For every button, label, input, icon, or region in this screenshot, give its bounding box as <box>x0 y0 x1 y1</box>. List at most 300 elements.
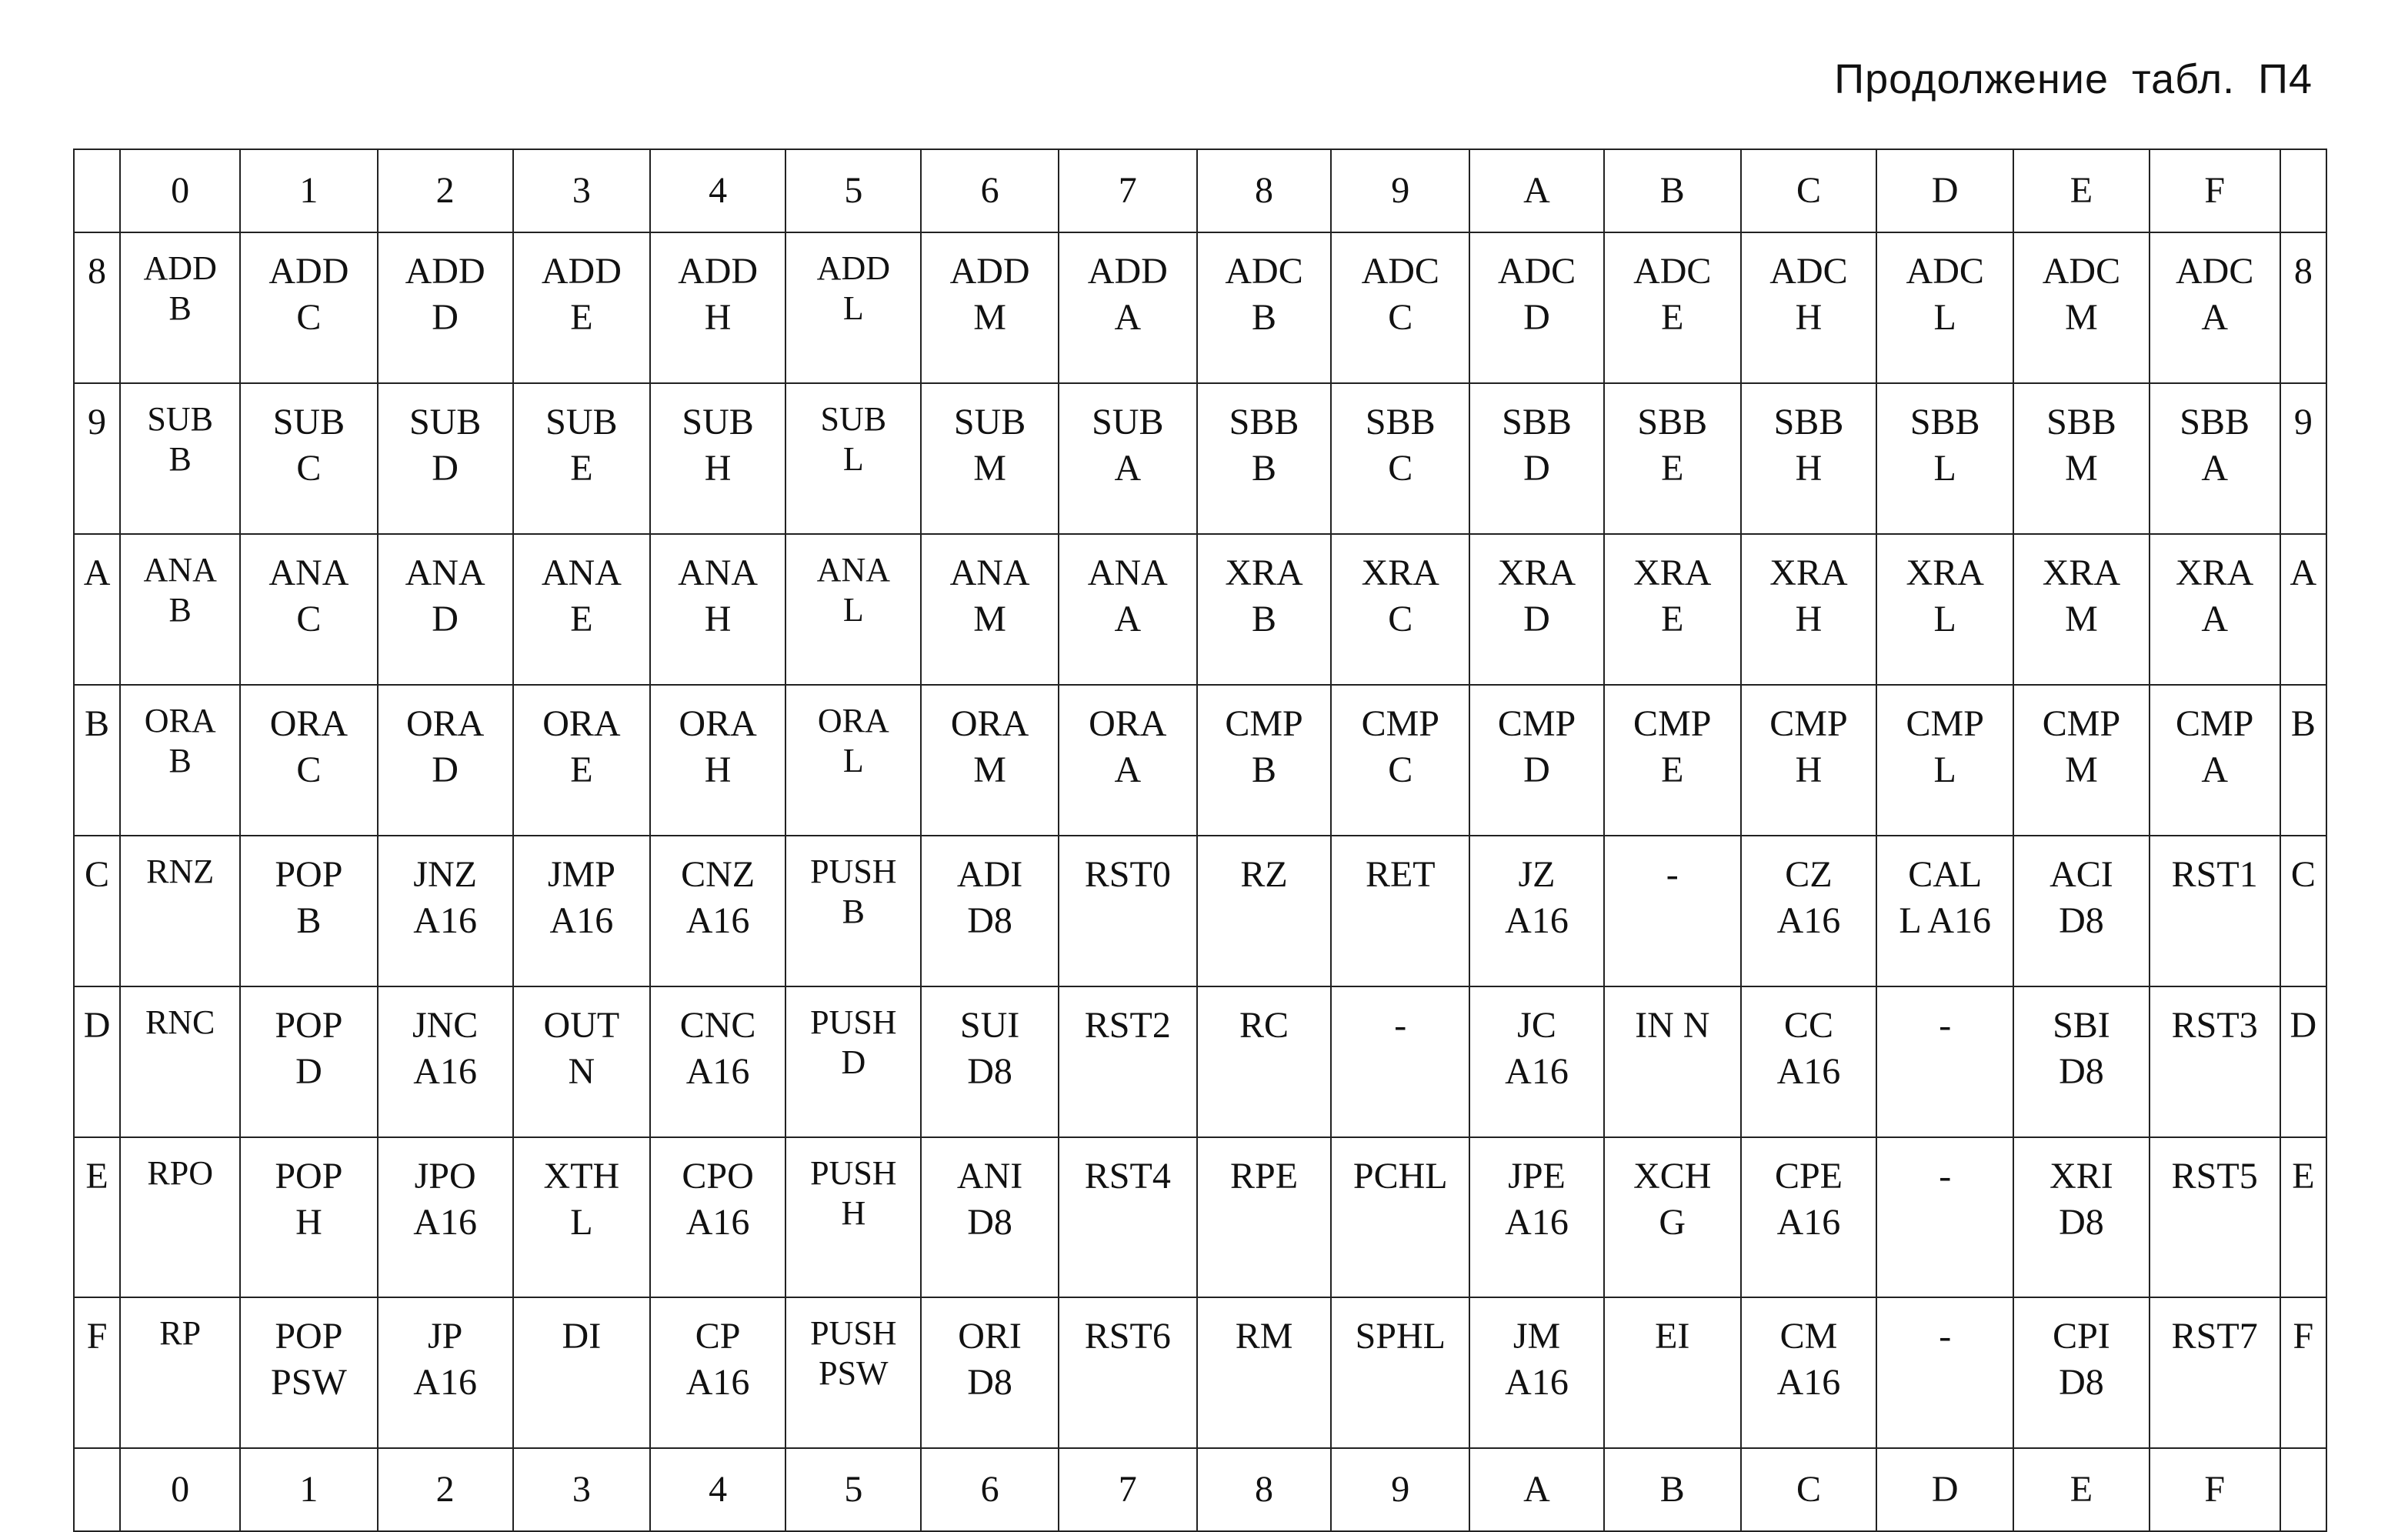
table-row <box>74 685 2326 836</box>
mnemonic: EI <box>1655 1316 1690 1357</box>
mnemonic: ANA C <box>268 552 349 639</box>
mnemonic: ANA H <box>678 552 759 639</box>
mnemonic: ADC H <box>1769 251 1848 338</box>
row-label: E <box>74 1137 120 1297</box>
opcode-cell <box>921 383 1058 534</box>
opcode-cell <box>650 836 785 986</box>
opcode-cell <box>1197 685 1331 836</box>
mnemonic: ADC C <box>1361 251 1439 338</box>
opcode-cell <box>2013 232 2149 383</box>
column-header: F <box>2150 149 2280 232</box>
mnemonic: - <box>1939 1005 1952 1046</box>
opcode-cell <box>2013 1297 2149 1448</box>
opcode-cell <box>785 1137 921 1297</box>
mnemonic: RST3 <box>2171 1005 2258 1046</box>
opcode-cell <box>2013 383 2149 534</box>
opcode-cell <box>240 534 377 685</box>
mnemonic: ADD A <box>1087 251 1168 338</box>
opcode-cell <box>240 836 377 986</box>
column-header: A <box>1469 1448 1603 1531</box>
column-header: 0 <box>120 149 240 232</box>
column-header: 3 <box>513 149 650 232</box>
column-header: 6 <box>921 149 1058 232</box>
opcode-cell <box>1741 836 1876 986</box>
column-header: B <box>1604 1448 1741 1531</box>
mnemonic: ORA A <box>1089 703 1167 790</box>
mnemonic: ANA M <box>949 552 1030 639</box>
mnemonic: CMP A <box>2175 703 2254 790</box>
mnemonic: JC A16 <box>1505 1005 1569 1092</box>
mnemonic: CMP H <box>1769 703 1848 790</box>
mnemonic: ADD H <box>678 251 759 338</box>
column-header: A <box>1469 149 1603 232</box>
row-label: 9 <box>74 383 120 534</box>
footer-row <box>74 1448 2326 1531</box>
opcode-cell <box>1059 1297 1197 1448</box>
mnemonic: CPO A16 <box>682 1156 754 1243</box>
mnemonic: SUB D <box>409 402 482 489</box>
opcode-cell <box>1331 383 1469 534</box>
mnemonic: SBB H <box>1773 402 1844 489</box>
opcode-cell <box>120 685 240 836</box>
opcode-cell <box>378 383 513 534</box>
table-row <box>74 383 2326 534</box>
mnemonic: CPI D8 <box>2053 1316 2110 1403</box>
mnemonic: SBB C <box>1365 402 1436 489</box>
opcode-cell <box>513 383 650 534</box>
mnemonic: RM <box>1235 1316 1293 1357</box>
opcode-cell <box>650 685 785 836</box>
mnemonic: CMP C <box>1361 703 1439 790</box>
mnemonic: ADC L <box>1906 251 1984 338</box>
mnemonic: CMP B <box>1225 703 1303 790</box>
column-header: E <box>2013 1448 2149 1531</box>
opcode-cell <box>1197 383 1331 534</box>
mnemonic: XRI D8 <box>2049 1156 2113 1243</box>
opcode-cell <box>1741 986 1876 1137</box>
mnemonic: CMP M <box>2042 703 2121 790</box>
opcode-cell <box>921 685 1058 836</box>
header-row <box>74 149 2326 232</box>
opcode-cell <box>513 534 650 685</box>
opcode-cell <box>1604 1137 1741 1297</box>
opcode-cell <box>378 836 513 986</box>
mnemonic: ADC A <box>2176 251 2254 338</box>
mnemonic: SBB A <box>2180 402 2250 489</box>
mnemonic: XRA M <box>2042 552 2121 639</box>
column-header: 9 <box>1331 1448 1469 1531</box>
mnemonic: SBB B <box>1229 402 1299 489</box>
mnemonic: ORA D <box>405 703 485 790</box>
row-label: C <box>74 836 120 986</box>
column-header: 1 <box>240 149 377 232</box>
mnemonic: ADD C <box>268 251 349 338</box>
opcode-cell <box>1876 836 2013 986</box>
mnemonic: RNC <box>145 1003 215 1041</box>
mnemonic: ANA D <box>405 552 485 639</box>
opcode-cell <box>1331 685 1469 836</box>
opcode-cell <box>2013 836 2149 986</box>
mnemonic: ORA L <box>817 702 889 779</box>
opcode-cell <box>921 986 1058 1137</box>
column-header: E <box>2013 149 2149 232</box>
opcode-cell <box>1876 1297 2013 1448</box>
mnemonic: ADC E <box>1633 251 1712 338</box>
opcode-cell <box>1469 383 1603 534</box>
opcode-cell <box>120 1137 240 1297</box>
mnemonic: RNZ <box>146 853 215 890</box>
mnemonic: ADC B <box>1225 251 1303 338</box>
column-header: 0 <box>120 1448 240 1531</box>
opcode-cell <box>1197 986 1331 1137</box>
opcode-cell <box>921 534 1058 685</box>
opcode-cell <box>378 232 513 383</box>
opcode-cell <box>650 986 785 1137</box>
row-label: D <box>2280 986 2326 1137</box>
mnemonic: RC <box>1239 1005 1289 1046</box>
opcode-cell <box>1876 986 2013 1137</box>
opcode-table <box>73 149 2327 1532</box>
opcode-cell <box>240 1297 377 1448</box>
corner-cell <box>2280 149 2326 232</box>
opcode-cell <box>240 232 377 383</box>
mnemonic: SUB B <box>147 400 213 478</box>
mnemonic: JPE A16 <box>1505 1156 1569 1243</box>
mnemonic: ANA A <box>1087 552 1168 639</box>
opcode-cell <box>2013 534 2149 685</box>
mnemonic: ADD E <box>541 251 622 338</box>
opcode-cell <box>1876 534 2013 685</box>
table-row <box>74 1297 2326 1448</box>
mnemonic: CZ A16 <box>1776 854 1841 941</box>
mnemonic: JNC A16 <box>412 1005 479 1092</box>
mnemonic: CP A16 <box>685 1316 750 1403</box>
opcode-cell <box>1741 232 1876 383</box>
mnemonic: CMP L <box>1906 703 1984 790</box>
mnemonic: ORA C <box>269 703 349 790</box>
opcode-cell <box>2150 836 2280 986</box>
opcode-cell <box>2013 986 2149 1137</box>
column-header: 4 <box>650 1448 785 1531</box>
mnemonic: ADC D <box>1497 251 1576 338</box>
mnemonic: XRA L <box>1906 552 1984 639</box>
table-row <box>74 534 2326 685</box>
mnemonic: XRA C <box>1361 552 1439 639</box>
row-label: B <box>2280 685 2326 836</box>
opcode-cell <box>120 534 240 685</box>
row-label: 8 <box>74 232 120 383</box>
mnemonic: RST6 <box>1084 1316 1171 1357</box>
column-header: 4 <box>650 149 785 232</box>
opcode-cell <box>240 685 377 836</box>
table-row <box>74 232 2326 383</box>
opcode-cell <box>1604 232 1741 383</box>
opcode-cell <box>513 986 650 1137</box>
opcode-cell <box>513 232 650 383</box>
mnemonic: JPO A16 <box>413 1156 477 1243</box>
corner-cell <box>74 1448 120 1531</box>
mnemonic: XTH L <box>543 1156 620 1243</box>
opcode-cell <box>1604 1297 1741 1448</box>
mnemonic: ORA H <box>679 703 757 790</box>
opcode-cell <box>921 1137 1058 1297</box>
mnemonic: ORA M <box>950 703 1029 790</box>
opcode-cell <box>650 1137 785 1297</box>
column-header: 2 <box>378 1448 513 1531</box>
opcode-cell <box>2150 232 2280 383</box>
opcode-cell <box>1604 534 1741 685</box>
opcode-cell <box>1059 534 1197 685</box>
table-row <box>74 1137 2326 1297</box>
mnemonic: XCH G <box>1633 1156 1712 1243</box>
mnemonic: ACI D8 <box>2049 854 2113 941</box>
mnemonic: ADD B <box>143 249 217 327</box>
mnemonic: ADD L <box>816 249 890 327</box>
opcode-cell <box>785 383 921 534</box>
opcode-cell <box>2150 1297 2280 1448</box>
mnemonic: OUT N <box>543 1005 620 1092</box>
opcode-cell <box>120 986 240 1137</box>
opcode-cell <box>650 383 785 534</box>
opcode-cell <box>1604 383 1741 534</box>
opcode-cell <box>1604 685 1741 836</box>
opcode-cell <box>785 232 921 383</box>
mnemonic: ANA E <box>541 552 622 639</box>
mnemonic: CM A16 <box>1776 1316 1841 1403</box>
mnemonic: SUB A <box>1092 402 1164 489</box>
opcode-cell <box>1604 836 1741 986</box>
row-label: F <box>2280 1297 2326 1448</box>
opcode-cell <box>513 1297 650 1448</box>
mnemonic: SUB E <box>545 402 618 489</box>
opcode-cell <box>1331 1297 1469 1448</box>
opcode-cell <box>513 836 650 986</box>
opcode-cell <box>1059 232 1197 383</box>
mnemonic: CNZ A16 <box>681 854 755 941</box>
opcode-cell <box>1741 1297 1876 1448</box>
mnemonic: XRA A <box>2176 552 2254 639</box>
opcode-cell <box>120 836 240 986</box>
opcode-cell <box>1741 534 1876 685</box>
column-header: 8 <box>1197 1448 1331 1531</box>
mnemonic: JM A16 <box>1505 1316 1569 1403</box>
mnemonic: RP <box>159 1314 202 1352</box>
mnemonic: ORA E <box>542 703 621 790</box>
opcode-cell <box>1331 836 1469 986</box>
opcode-cell <box>650 1297 785 1448</box>
mnemonic: SUB M <box>953 402 1026 489</box>
opcode-cell <box>513 685 650 836</box>
opcode-cell <box>1469 1137 1603 1297</box>
opcode-cell <box>921 1297 1058 1448</box>
mnemonic: PUSH D <box>810 1003 897 1081</box>
mnemonic: CMP D <box>1497 703 1576 790</box>
mnemonic: PUSH H <box>810 1154 897 1232</box>
column-header: 3 <box>513 1448 650 1531</box>
mnemonic: POP PSW <box>271 1316 347 1403</box>
mnemonic: JNZ A16 <box>413 854 477 941</box>
row-label: C <box>2280 836 2326 986</box>
opcode-cell <box>1059 685 1197 836</box>
mnemonic: ADD M <box>949 251 1030 338</box>
mnemonic: PUSH PSW <box>810 1314 897 1392</box>
opcode-cell <box>2013 685 2149 836</box>
row-label: 8 <box>2280 232 2326 383</box>
mnemonic: RST5 <box>2171 1156 2258 1197</box>
opcode-cell <box>1604 986 1741 1137</box>
mnemonic: PUSH B <box>810 853 897 930</box>
mnemonic: SBB E <box>1637 402 1708 489</box>
mnemonic: XRA D <box>1497 552 1576 639</box>
row-label: F <box>74 1297 120 1448</box>
table-row <box>74 836 2326 986</box>
column-header: C <box>1741 149 1876 232</box>
mnemonic: RPE <box>1230 1156 1299 1197</box>
opcode-cell <box>1197 836 1331 986</box>
column-header: 7 <box>1059 1448 1197 1531</box>
mnemonic: SBI D8 <box>2053 1005 2110 1092</box>
row-label: E <box>2280 1137 2326 1297</box>
mnemonic: SPHL <box>1355 1316 1446 1357</box>
opcode-cell <box>785 1297 921 1448</box>
table-row <box>74 986 2326 1137</box>
table-caption: Продолжение табл. П4 <box>1834 56 2313 102</box>
mnemonic: XRA H <box>1769 552 1848 639</box>
opcode-cell <box>650 232 785 383</box>
mnemonic: XRA E <box>1633 552 1712 639</box>
opcode-cell <box>1197 534 1331 685</box>
mnemonic: JP A16 <box>413 1316 477 1403</box>
row-label: B <box>74 685 120 836</box>
opcode-cell <box>785 534 921 685</box>
opcode-cell <box>2150 534 2280 685</box>
opcode-cell <box>1469 986 1603 1137</box>
opcode-cell <box>1197 1137 1331 1297</box>
opcode-cell <box>1197 1297 1331 1448</box>
opcode-cell <box>1469 1297 1603 1448</box>
opcode-cell <box>785 685 921 836</box>
opcode-cell <box>378 1137 513 1297</box>
opcode-cell <box>1741 383 1876 534</box>
corner-cell <box>74 149 120 232</box>
opcode-cell <box>1469 534 1603 685</box>
opcode-cell <box>650 534 785 685</box>
mnemonic: JZ A16 <box>1505 854 1569 941</box>
opcode-cell <box>513 1137 650 1297</box>
opcode-cell <box>120 232 240 383</box>
mnemonic: ORA B <box>144 702 216 779</box>
column-header: C <box>1741 1448 1876 1531</box>
opcode-cell <box>785 836 921 986</box>
column-header: 5 <box>785 1448 921 1531</box>
opcode-cell <box>1059 383 1197 534</box>
mnemonic: SUB L <box>820 400 887 478</box>
mnemonic: SBB D <box>1502 402 1572 489</box>
mnemonic: ANA B <box>143 551 217 629</box>
column-header: 6 <box>921 1448 1058 1531</box>
mnemonic: CMP E <box>1633 703 1712 790</box>
column-header: F <box>2150 1448 2280 1531</box>
column-header: 1 <box>240 1448 377 1531</box>
mnemonic: CAL L A16 <box>1899 854 1991 941</box>
mnemonic: ADI D8 <box>956 854 1023 941</box>
mnemonic: RZ <box>1240 854 1288 895</box>
mnemonic: CNC A16 <box>679 1005 756 1092</box>
opcode-cell <box>2150 383 2280 534</box>
opcode-cell <box>1331 1137 1469 1297</box>
row-label: D <box>74 986 120 1137</box>
opcode-cell <box>378 534 513 685</box>
opcode-cell <box>785 986 921 1137</box>
mnemonic: - <box>1394 1005 1407 1046</box>
mnemonic: SUI D8 <box>959 1005 1020 1092</box>
opcode-cell <box>1059 836 1197 986</box>
mnemonic: SUB H <box>682 402 754 489</box>
opcode-cell <box>1331 232 1469 383</box>
mnemonic: XRA B <box>1225 552 1303 639</box>
opcode-cell <box>1469 232 1603 383</box>
mnemonic: - <box>1666 854 1679 895</box>
row-label: A <box>74 534 120 685</box>
column-header: D <box>1876 1448 2013 1531</box>
opcode-cell <box>1059 986 1197 1137</box>
opcode-cell <box>2150 1137 2280 1297</box>
opcode-cell <box>1876 685 2013 836</box>
corner-cell <box>2280 1448 2326 1531</box>
mnemonic: ORI D8 <box>958 1316 1022 1403</box>
opcode-cell <box>1197 232 1331 383</box>
mnemonic: POP H <box>275 1156 343 1243</box>
row-label: 9 <box>2280 383 2326 534</box>
opcode-cell <box>1876 232 2013 383</box>
opcode-cell <box>240 1137 377 1297</box>
opcode-cell <box>378 685 513 836</box>
opcode-cell <box>1741 685 1876 836</box>
mnemonic: JMP A16 <box>547 854 615 941</box>
column-header: B <box>1604 149 1741 232</box>
mnemonic: - <box>1939 1156 1952 1197</box>
mnemonic: RST4 <box>1084 1156 1171 1197</box>
mnemonic: CC A16 <box>1776 1005 1841 1092</box>
mnemonic: ANI D8 <box>956 1156 1023 1243</box>
mnemonic: RST2 <box>1084 1005 1171 1046</box>
opcode-cell <box>1876 1137 2013 1297</box>
opcode-cell <box>378 986 513 1137</box>
mnemonic: RST1 <box>2171 854 2258 895</box>
opcode-cell <box>120 1297 240 1448</box>
mnemonic: RPO <box>147 1154 213 1192</box>
mnemonic: POP D <box>275 1005 343 1092</box>
mnemonic: IN N <box>1635 1005 1710 1046</box>
opcode-cell <box>1876 383 2013 534</box>
opcode-cell <box>1331 534 1469 685</box>
mnemonic: RET <box>1365 854 1436 895</box>
opcode-cell <box>240 986 377 1137</box>
opcode-cell <box>120 383 240 534</box>
opcode-cell <box>2150 986 2280 1137</box>
opcode-cell <box>1059 1137 1197 1297</box>
opcode-cell <box>1741 1137 1876 1297</box>
mnemonic: ANA L <box>816 551 890 629</box>
column-header: 8 <box>1197 149 1331 232</box>
mnemonic: SBB L <box>1909 402 1980 489</box>
mnemonic: PCHL <box>1352 1156 1448 1197</box>
opcode-cell <box>1331 986 1469 1137</box>
mnemonic: SUB C <box>272 402 345 489</box>
mnemonic: ADC M <box>2042 251 2121 338</box>
opcode-cell <box>2013 1137 2149 1297</box>
opcode-cell <box>378 1297 513 1448</box>
